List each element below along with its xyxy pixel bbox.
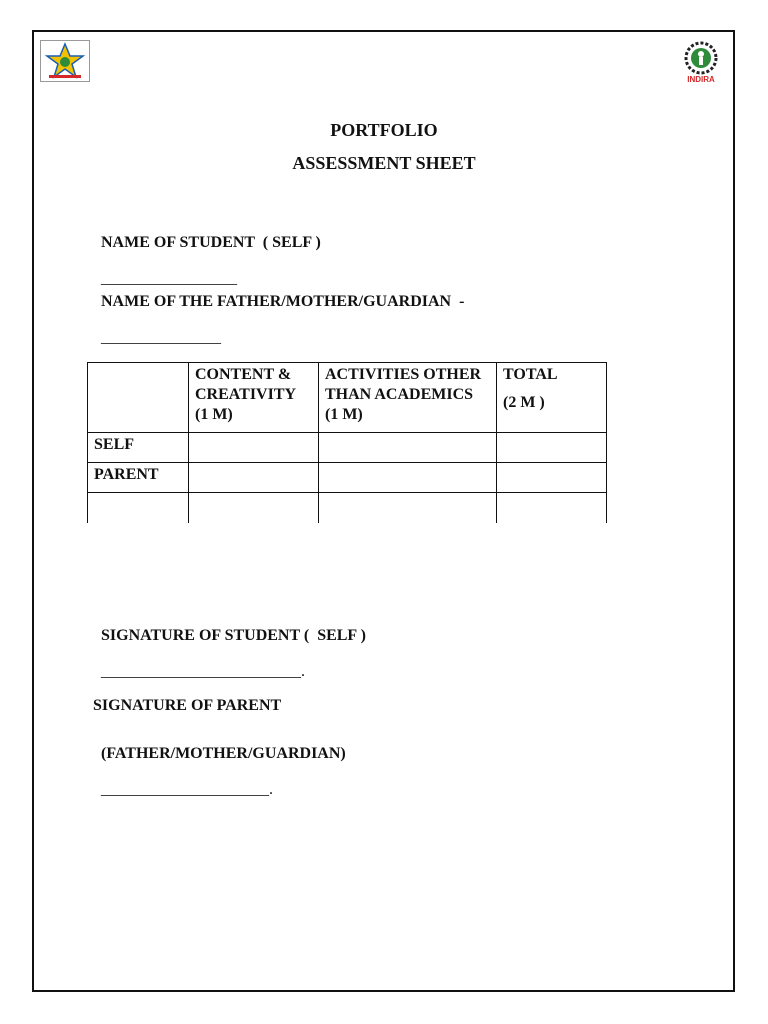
parent-signature-field[interactable]: _____________________. [101,781,273,798]
score-cell[interactable] [319,433,497,463]
row-label [88,493,189,523]
table-header-cell: ACTIVITIES OTHER THAN ACADEMICS (1 M) [319,363,497,433]
score-cell[interactable] [497,433,607,463]
score-cell[interactable] [189,433,319,463]
total-label: TOTAL [503,366,558,383]
guardian-name-field[interactable]: _______________ [101,329,221,346]
score-cell[interactable] [189,463,319,493]
table-header-cell-total [497,363,607,433]
parent-signature-label-line2: (FATHER/MOTHER/GUARDIAN) [101,745,346,762]
guardian-name-label: NAME OF THE FATHER/MOTHER/GUARDIAN - [101,293,465,310]
score-cell[interactable] [319,493,497,523]
score-cell[interactable] [497,463,607,493]
assessment-table [87,362,607,523]
parent-signature-row [93,727,346,799]
guardian-name-row [93,275,464,347]
table-row [88,493,607,523]
star-logo-icon [41,41,89,81]
page-title: PORTFOLIO [330,120,438,140]
score-cell[interactable] [189,493,319,523]
student-signature-row [93,609,366,681]
logo-right-text: INDIRA [687,75,715,84]
school-logo-left [40,40,90,82]
score-cell[interactable] [319,463,497,493]
table-row [88,463,607,493]
parent-signature-label-line1: SIGNATURE OF PARENT [93,697,282,714]
total-unit: (2 M ) [503,394,545,411]
school-logo-right [678,40,724,86]
table-header-row [88,363,607,433]
student-signature-label: SIGNATURE OF STUDENT ( SELF ) [101,627,366,644]
row-label: SELF [88,433,189,463]
student-signature-field[interactable]: _________________________. [101,663,305,680]
page-subtitle: ASSESSMENT SHEET [292,153,476,173]
student-name-field[interactable]: _________________ [101,270,237,287]
table-header-cell [88,363,189,433]
gear-emblem-icon [678,40,724,86]
table-header-cell: CONTENT & CREATIVITY (1 M) [189,363,319,433]
score-cell[interactable] [497,493,607,523]
row-label: PARENT [88,463,189,493]
student-name-label: NAME OF STUDENT ( SELF ) [101,234,321,251]
table-row [88,433,607,463]
